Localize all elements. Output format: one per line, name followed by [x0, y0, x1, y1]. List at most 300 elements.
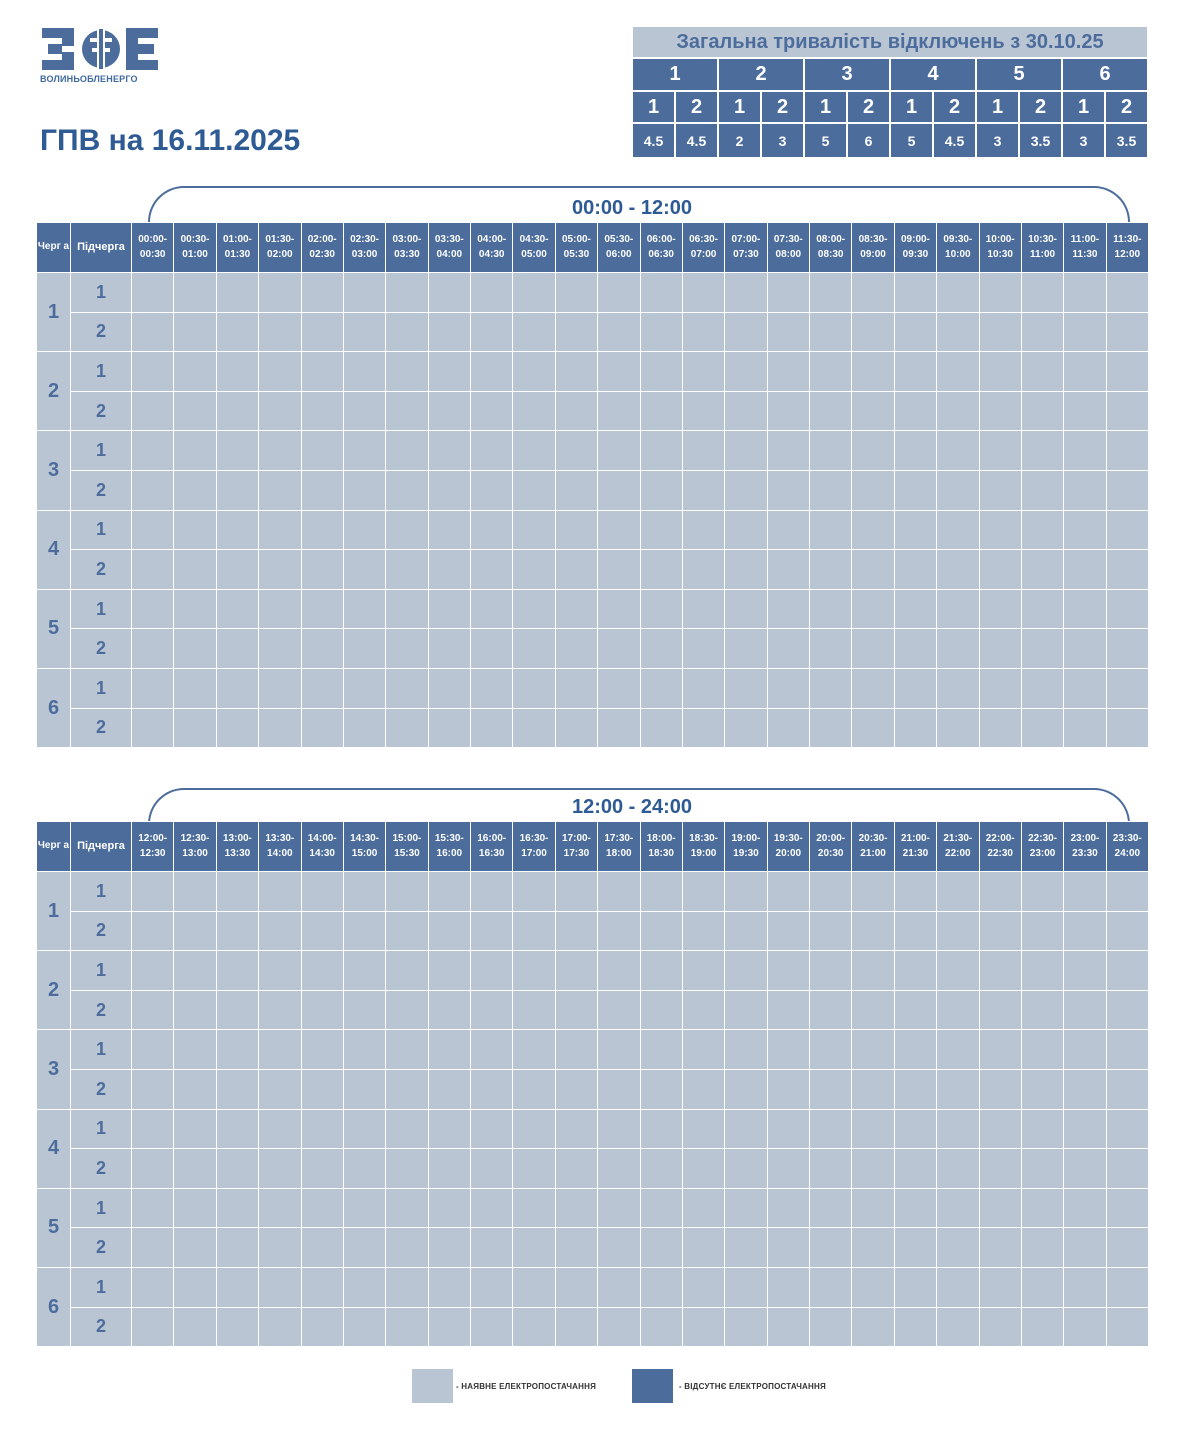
schedule-cell: [471, 1307, 513, 1347]
summary-duration-value: 3.5: [1019, 123, 1062, 158]
time-slot-end: 04:30: [478, 248, 505, 260]
schedule-cell: [937, 1307, 979, 1347]
summary-duration-value: 4.5: [675, 123, 718, 158]
schedule-cell: [174, 1228, 216, 1268]
schedule-cell: [640, 510, 682, 550]
schedule-cell: [725, 708, 767, 748]
schedule-cell: [894, 352, 936, 392]
schedule-cell: [852, 1267, 894, 1307]
schedule-cell: [471, 589, 513, 629]
schedule-cell: [894, 1069, 936, 1109]
schedule-cell: [810, 668, 852, 708]
schedule-cell: [343, 431, 385, 471]
time-slot-header: [852, 223, 894, 273]
queue-number: 3: [37, 431, 71, 510]
schedule-cell: [386, 1307, 428, 1347]
summary-duration-value: 3: [976, 123, 1019, 158]
time-slot-header: [386, 223, 428, 273]
schedule-cell: [810, 629, 852, 669]
time-slot-start: 07:00-: [731, 234, 761, 245]
schedule-cell: [132, 431, 174, 471]
schedule-cell: [682, 431, 724, 471]
schedule-row: [37, 431, 1149, 471]
schedule-cell: [725, 510, 767, 550]
schedule-cell: [767, 1109, 809, 1149]
schedule-cell: [216, 1228, 258, 1268]
schedule-cell: [1021, 431, 1063, 471]
schedule-cell: [767, 1149, 809, 1189]
schedule-cell: [301, 1228, 343, 1268]
schedule-cell: [598, 951, 640, 991]
schedule-cell: [343, 510, 385, 550]
schedule-cell: [259, 550, 301, 590]
schedule-cell: [1064, 431, 1106, 471]
schedule-cell: [174, 1188, 216, 1228]
schedule-cell: [979, 708, 1021, 748]
schedule-cell: [894, 550, 936, 590]
schedule-cell: [132, 352, 174, 392]
schedule-cell: [471, 1030, 513, 1070]
schedule-cell: [852, 990, 894, 1030]
schedule-cell: [682, 1307, 724, 1347]
schedule-cell: [471, 1149, 513, 1189]
schedule-cell: [682, 1188, 724, 1228]
schedule-cell: [852, 1069, 894, 1109]
schedule-cell: [471, 629, 513, 669]
schedule-cell: [471, 1069, 513, 1109]
schedule-cell: [132, 668, 174, 708]
schedule-cell: [301, 391, 343, 431]
schedule-cell: [725, 312, 767, 352]
schedule-cell: [343, 273, 385, 313]
schedule-cell: [937, 990, 979, 1030]
schedule-row: [37, 1149, 1149, 1189]
schedule-cell: [1064, 990, 1106, 1030]
schedule-cell: [174, 1267, 216, 1307]
schedule-table-morning: [36, 222, 1149, 748]
schedule-cell: [598, 911, 640, 951]
schedule-cell: [216, 431, 258, 471]
queue-number: 4: [37, 510, 71, 589]
schedule-cell: [428, 1307, 470, 1347]
schedule-cell: [343, 1149, 385, 1189]
schedule-row: [37, 1069, 1149, 1109]
schedule-cell: [894, 1307, 936, 1347]
time-slot-start: 00:00-: [138, 234, 168, 245]
time-slot-start: 04:30-: [519, 234, 549, 245]
schedule-cell: [1021, 1149, 1063, 1189]
time-slot-end: 17:00: [521, 847, 547, 859]
time-slot-header: [810, 223, 852, 273]
schedule-cell: [725, 1030, 767, 1070]
schedule-cell: [894, 951, 936, 991]
schedule-cell: [979, 1307, 1021, 1347]
schedule-row: [37, 708, 1149, 748]
schedule-cell: [810, 990, 852, 1030]
schedule-cell: [428, 510, 470, 550]
schedule-cell: [471, 708, 513, 748]
subqueue-number: 1: [71, 352, 132, 392]
summary-duration-value: 3.5: [1105, 123, 1148, 158]
schedule-cell: [555, 550, 597, 590]
schedule-cell: [343, 708, 385, 748]
time-slot-header: [259, 822, 301, 872]
time-slot-header: [852, 822, 894, 872]
schedule-cell: [513, 391, 555, 431]
schedule-cell: [1064, 273, 1106, 313]
time-slot-header: [937, 822, 979, 872]
time-slot-start: 05:00-: [561, 234, 591, 245]
time-slot-header: [979, 223, 1021, 273]
time-slot-start: 18:30-: [689, 833, 719, 844]
schedule-cell: [894, 1030, 936, 1070]
summary-subqueue-header: 1: [976, 91, 1019, 123]
schedule-cell: [1021, 510, 1063, 550]
schedule-cell: [386, 1109, 428, 1149]
time-slot-start: 21:00-: [900, 833, 930, 844]
schedule-cell: [937, 431, 979, 471]
schedule-cell: [767, 470, 809, 510]
time-slot-end: 01:30: [224, 248, 251, 260]
schedule-cell: [1064, 1228, 1106, 1268]
schedule-cell: [428, 1267, 470, 1307]
schedule-cell: [386, 1069, 428, 1109]
schedule-cell: [301, 510, 343, 550]
schedule-cell: [1021, 872, 1063, 912]
schedule-cell: [640, 273, 682, 313]
schedule-cell: [513, 911, 555, 951]
schedule-cell: [174, 951, 216, 991]
schedule-row: [37, 1267, 1149, 1307]
schedule-cell: [471, 431, 513, 471]
time-slot-header: [513, 223, 555, 273]
schedule-cell: [725, 431, 767, 471]
logo-mark-icon: [40, 26, 160, 72]
schedule-cell: [471, 990, 513, 1030]
time-slot-header: [640, 822, 682, 872]
schedule-cell: [174, 510, 216, 550]
schedule-cell: [937, 1228, 979, 1268]
schedule-cell: [852, 312, 894, 352]
schedule-cell: [810, 1030, 852, 1070]
schedule-cell: [979, 352, 1021, 392]
schedule-cell: [852, 391, 894, 431]
schedule-row: [37, 668, 1149, 708]
time-slot-end: 22:30: [987, 847, 1013, 859]
schedule-cell: [174, 1069, 216, 1109]
schedule-cell: [428, 951, 470, 991]
schedule-cell: [471, 470, 513, 510]
schedule-cell: [386, 1228, 428, 1268]
schedule-cell: [640, 1109, 682, 1149]
schedule-cell: [725, 1267, 767, 1307]
subqueue-number: 1: [71, 668, 132, 708]
schedule-cell: [216, 911, 258, 951]
time-slot-start: 00:30-: [180, 234, 210, 245]
schedule-cell: [767, 668, 809, 708]
schedule-row: [37, 1307, 1149, 1347]
company-logo: [40, 26, 165, 88]
subqueue-number: 2: [71, 391, 132, 431]
schedule-cell: [725, 911, 767, 951]
schedule-cell: [471, 1188, 513, 1228]
schedule-cell: [598, 1069, 640, 1109]
schedule-cell: [682, 1267, 724, 1307]
schedule-row: [37, 550, 1149, 590]
time-slot-end: 14:00: [267, 847, 293, 859]
schedule-cell: [301, 312, 343, 352]
schedule-cell: [1106, 352, 1148, 392]
schedule-cell: [513, 708, 555, 748]
schedule-cell: [682, 312, 724, 352]
summary-duration-value: 3: [1062, 123, 1105, 158]
schedule-cell: [428, 352, 470, 392]
time-slot-end: 01:00: [182, 248, 208, 260]
schedule-cell: [174, 668, 216, 708]
schedule-cell: [259, 629, 301, 669]
schedule-cell: [386, 1188, 428, 1228]
summary-queue-header: 5: [976, 58, 1062, 91]
schedule-cell: [725, 1109, 767, 1149]
time-slot-start: 10:00-: [985, 234, 1015, 245]
schedule-cell: [598, 312, 640, 352]
time-slot-header: [767, 223, 809, 273]
time-slot-header: [1064, 822, 1106, 872]
schedule-row: [37, 911, 1149, 951]
schedule-cell: [132, 550, 174, 590]
schedule-cell: [810, 911, 852, 951]
time-slot-start: 16:00-: [477, 833, 507, 844]
schedule-cell: [259, 911, 301, 951]
logo-caption: ВОЛИНЬОБЛЕНЕРГО: [40, 74, 138, 84]
time-slot-start: 03:00-: [392, 234, 422, 245]
summary-queue-header: 3: [804, 58, 890, 91]
time-slot-header: [725, 822, 767, 872]
schedule-cell: [343, 1267, 385, 1307]
schedule-cell: [259, 1149, 301, 1189]
time-slot-end: 04:00: [436, 248, 463, 260]
schedule-cell: [132, 510, 174, 550]
schedule-cell: [979, 589, 1021, 629]
schedule-cell: [259, 1188, 301, 1228]
schedule-cell: [937, 352, 979, 392]
schedule-cell: [386, 951, 428, 991]
time-slot-start: 08:30-: [858, 234, 888, 245]
schedule-cell: [1064, 1109, 1106, 1149]
schedule-cell: [174, 550, 216, 590]
time-slot-header: [1106, 822, 1148, 872]
schedule-cell: [174, 470, 216, 510]
schedule-cell: [301, 708, 343, 748]
schedule-cell: [767, 510, 809, 550]
schedule-cell: [132, 1267, 174, 1307]
schedule-cell: [682, 990, 724, 1030]
schedule-cell: [471, 510, 513, 550]
schedule-cell: [513, 1149, 555, 1189]
schedule-cell: [471, 391, 513, 431]
subqueue-column-header: Підчерга: [71, 822, 132, 872]
schedule-cell: [301, 1267, 343, 1307]
schedule-cell: [386, 589, 428, 629]
schedule-cell: [1106, 990, 1148, 1030]
schedule-cell: [1064, 1030, 1106, 1070]
schedule-cell: [894, 629, 936, 669]
time-slot-start: 23:30-: [1112, 833, 1142, 844]
schedule-cell: [386, 990, 428, 1030]
schedule-cell: [343, 1069, 385, 1109]
schedule-table-evening: [36, 821, 1149, 1347]
schedule-cell: [894, 1188, 936, 1228]
schedule-cell: [216, 1267, 258, 1307]
queue-column-header: Черг а: [37, 223, 71, 273]
legend-swatch-unavailable: [632, 1369, 673, 1403]
schedule-cell: [640, 708, 682, 748]
schedule-cell: [894, 1267, 936, 1307]
time-slot-header: [132, 822, 174, 872]
schedule-cell: [1021, 1030, 1063, 1070]
schedule-cell: [682, 1109, 724, 1149]
time-slot-end: 13:00: [182, 847, 208, 859]
schedule-cell: [1106, 312, 1148, 352]
schedule-cell: [1106, 668, 1148, 708]
schedule-cell: [216, 1188, 258, 1228]
schedule-cell: [979, 550, 1021, 590]
schedule-cell: [301, 1069, 343, 1109]
schedule-cell: [894, 708, 936, 748]
schedule-cell: [513, 1188, 555, 1228]
schedule-cell: [598, 1149, 640, 1189]
schedule-cell: [767, 1267, 809, 1307]
summary-subqueue-header: 2: [1105, 91, 1148, 123]
time-slot-header: [216, 223, 258, 273]
schedule-cell: [810, 1069, 852, 1109]
schedule-cell: [725, 1069, 767, 1109]
schedule-cell: [767, 1069, 809, 1109]
schedule-cell: [1106, 273, 1148, 313]
subqueue-number: 2: [71, 911, 132, 951]
time-slot-end: 11:00: [1030, 248, 1056, 260]
schedule-cell: [1021, 1109, 1063, 1149]
schedule-cell: [979, 470, 1021, 510]
queue-number: 6: [37, 668, 71, 747]
schedule-cell: [1021, 589, 1063, 629]
schedule-cell: [598, 273, 640, 313]
schedule-cell: [513, 273, 555, 313]
schedule-cell: [640, 872, 682, 912]
schedule-cell: [555, 1030, 597, 1070]
schedule-cell: [174, 312, 216, 352]
schedule-cell: [301, 589, 343, 629]
schedule-cell: [894, 911, 936, 951]
schedule-cell: [767, 1307, 809, 1347]
time-slot-header: [894, 822, 936, 872]
schedule-cell: [555, 431, 597, 471]
subqueue-number: 2: [71, 1307, 132, 1347]
schedule-cell: [1021, 550, 1063, 590]
schedule-cell: [471, 273, 513, 313]
schedule-cell: [386, 550, 428, 590]
time-slot-end: 03:30: [394, 248, 420, 260]
time-slot-end: 12:00: [1114, 248, 1141, 260]
schedule-row: [37, 1188, 1149, 1228]
summary-subqueue-header: 2: [847, 91, 890, 123]
time-slot-header: [1021, 822, 1063, 872]
subqueue-number: 1: [71, 951, 132, 991]
schedule-cell: [513, 1267, 555, 1307]
schedule-cell: [810, 872, 852, 912]
schedule-cell: [513, 951, 555, 991]
schedule-cell: [428, 668, 470, 708]
time-slot-end: 18:30: [648, 847, 674, 859]
schedule-cell: [1021, 1228, 1063, 1268]
schedule-cell: [979, 872, 1021, 912]
schedule-cell: [725, 550, 767, 590]
schedule-cell: [852, 1188, 894, 1228]
schedule-cell: [513, 1228, 555, 1268]
time-slot-end: 14:30: [309, 847, 335, 859]
schedule-cell: [471, 1267, 513, 1307]
time-slot-end: 19:00: [690, 847, 717, 859]
summary-subqueue-header: 2: [1019, 91, 1062, 123]
schedule-cell: [598, 708, 640, 748]
schedule-cell: [555, 911, 597, 951]
time-slot-start: 20:30-: [858, 833, 888, 844]
schedule-cell: [979, 1228, 1021, 1268]
schedule-cell: [598, 1228, 640, 1268]
queue-number: 3: [37, 1030, 71, 1109]
schedule-cell: [513, 1307, 555, 1347]
time-slot-header: [1106, 223, 1148, 273]
schedule-cell: [301, 990, 343, 1030]
schedule-cell: [852, 352, 894, 392]
schedule-cell: [1106, 1030, 1148, 1070]
schedule-cell: [852, 431, 894, 471]
time-slot-end: 10:30: [987, 248, 1013, 260]
schedule-cell: [1064, 1069, 1106, 1109]
schedule-cell: [555, 1307, 597, 1347]
time-slot-end: 06:00: [606, 248, 632, 260]
time-slot-header: [979, 822, 1021, 872]
schedule-cell: [428, 708, 470, 748]
schedule-row: [37, 1030, 1149, 1070]
schedule-cell: [852, 273, 894, 313]
schedule-cell: [259, 872, 301, 912]
range-label: 12:00 - 24:00: [571, 796, 693, 818]
schedule-cell: [132, 1149, 174, 1189]
schedule-cell: [979, 1030, 1021, 1070]
schedule-cell: [259, 951, 301, 991]
schedule-cell: [598, 990, 640, 1030]
schedule-cell: [852, 629, 894, 669]
schedule-cell: [386, 1149, 428, 1189]
schedule-cell: [343, 550, 385, 590]
schedule-cell: [259, 431, 301, 471]
time-slot-start: 16:30-: [519, 833, 549, 844]
schedule-cell: [767, 589, 809, 629]
subqueue-number: 2: [71, 1149, 132, 1189]
time-slot-start: 19:00-: [731, 833, 761, 844]
schedule-cell: [386, 911, 428, 951]
time-slot-end: 07:00: [690, 248, 717, 260]
schedule-cell: [1064, 391, 1106, 431]
schedule-cell: [810, 391, 852, 431]
schedule-cell: [132, 1228, 174, 1268]
time-slot-start: 02:00-: [307, 234, 337, 245]
schedule-row: [37, 510, 1149, 550]
summary-subqueue-header: 1: [632, 91, 675, 123]
schedule-cell: [682, 629, 724, 669]
schedule-cell: [1106, 391, 1148, 431]
